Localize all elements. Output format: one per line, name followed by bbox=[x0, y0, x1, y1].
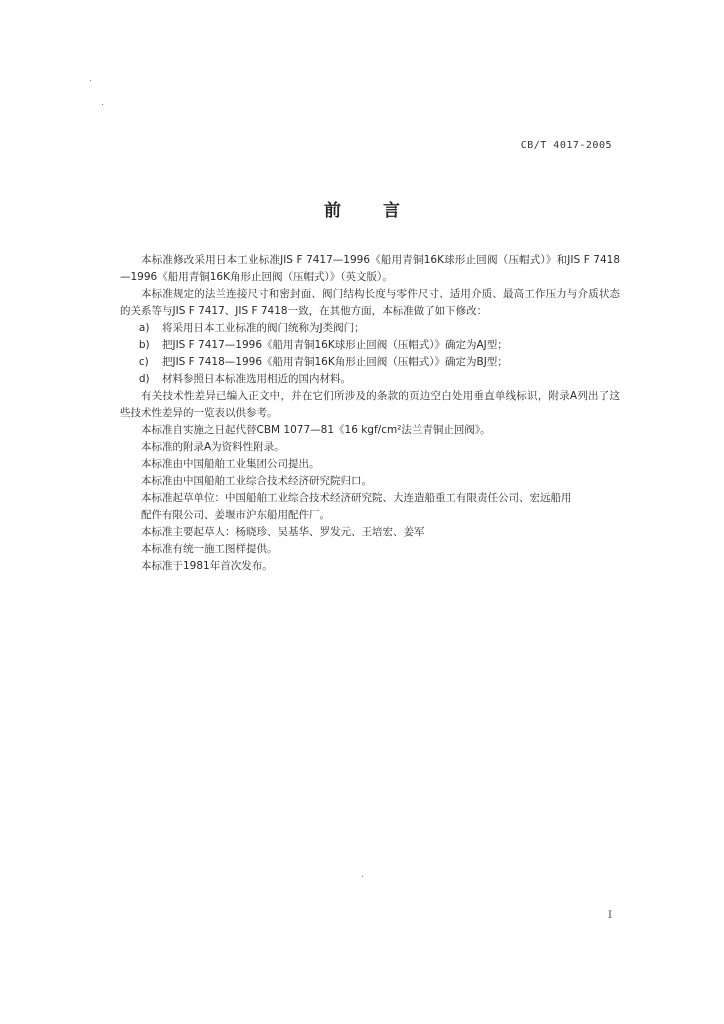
paragraph-modifications: 本标准规定的法兰连接尺寸和密封面、阀门结构长度与零件尺寸、适用介质、最高工作压力与介质状态的关系等与JIS F 7417、JIS F 7418一致，在其他方面，本标准做了如下修改： bbox=[120, 288, 620, 317]
paragraph-centralized-by: 本标准由中国船舶工业综合技术经济研究院归口。 bbox=[141, 475, 372, 487]
list-item-marker: c) bbox=[138, 356, 149, 368]
list-item-text: 材料参照日本标准选用相近的国内材料。 bbox=[161, 373, 351, 385]
paragraph-proposed-by: 本标准由中国船舶工业集团公司提出。 bbox=[141, 458, 320, 470]
paragraph-annex: 本标准的附录A为资料性附录。 bbox=[141, 441, 285, 453]
list-item-marker: d) bbox=[138, 373, 150, 385]
paragraph-drafting-units-cont: 配件有限公司、姜堰市沪东船用配件厂。 bbox=[141, 509, 330, 521]
paragraph-first-issued: 本标准于1981年首次发布。 bbox=[141, 560, 273, 572]
list-item-text: 把JIS F 7418—1996《船用青铜16K角形止回阀（压帽式）》确定为BJ型； bbox=[161, 356, 508, 368]
list-item-marker: a) bbox=[138, 322, 150, 334]
list-item bbox=[139, 337, 620, 354]
foreword-body bbox=[120, 252, 620, 575]
list-item bbox=[139, 320, 620, 337]
scan-speck bbox=[90, 80, 91, 81]
paragraph-drafting-units: 本标准起草单位：中国船舶工业综合技术经济研究院、大连造船重工有限责任公司、宏远船用 bbox=[141, 492, 572, 504]
scan-speck bbox=[102, 104, 103, 105]
page-number: I bbox=[608, 910, 612, 921]
list-item-text: 把JIS F 7417—1996《船用青铜16K球形止回阀（压帽式）》确定为AJ型； bbox=[161, 339, 508, 351]
paragraph-technical-differences: 有关技术性差异已编入正文中，并在它们所涉及的条款的页边空白处用垂直单线标识，附录A列出了这些技术性差异的一览表以供参考。 bbox=[120, 390, 620, 419]
scan-speck bbox=[362, 876, 363, 877]
list-item bbox=[139, 371, 620, 388]
paragraph-drawings: 本标准有统一施工图样提供。 bbox=[141, 543, 278, 555]
list-item-text: 将采用日本工业标准的阀门统称为J类阀门； bbox=[161, 322, 365, 334]
paragraph-adoption: 本标准修改采用日本工业标准JIS F 7417—1996《船用青铜16K球形止回阀（压帽式）》和JIS F 7418—1996《船用青铜16K角形止回阀（压帽式）》（英文版）。 bbox=[120, 254, 620, 283]
paragraph-drafters: 本标准主要起草人：杨晓珍、吴基华、罗发元、王培宏、姜军 bbox=[141, 526, 425, 538]
list-item bbox=[139, 354, 620, 371]
list-item-marker: b) bbox=[138, 339, 150, 351]
page-title: 前 言 bbox=[324, 201, 418, 221]
standard-code: CB/T 4017-2005 bbox=[520, 140, 612, 151]
paragraph-replaces: 本标准自实施之日起代替CBM 1077—81《16 kgf/cm²法兰青铜止回阀》。 bbox=[141, 424, 491, 436]
